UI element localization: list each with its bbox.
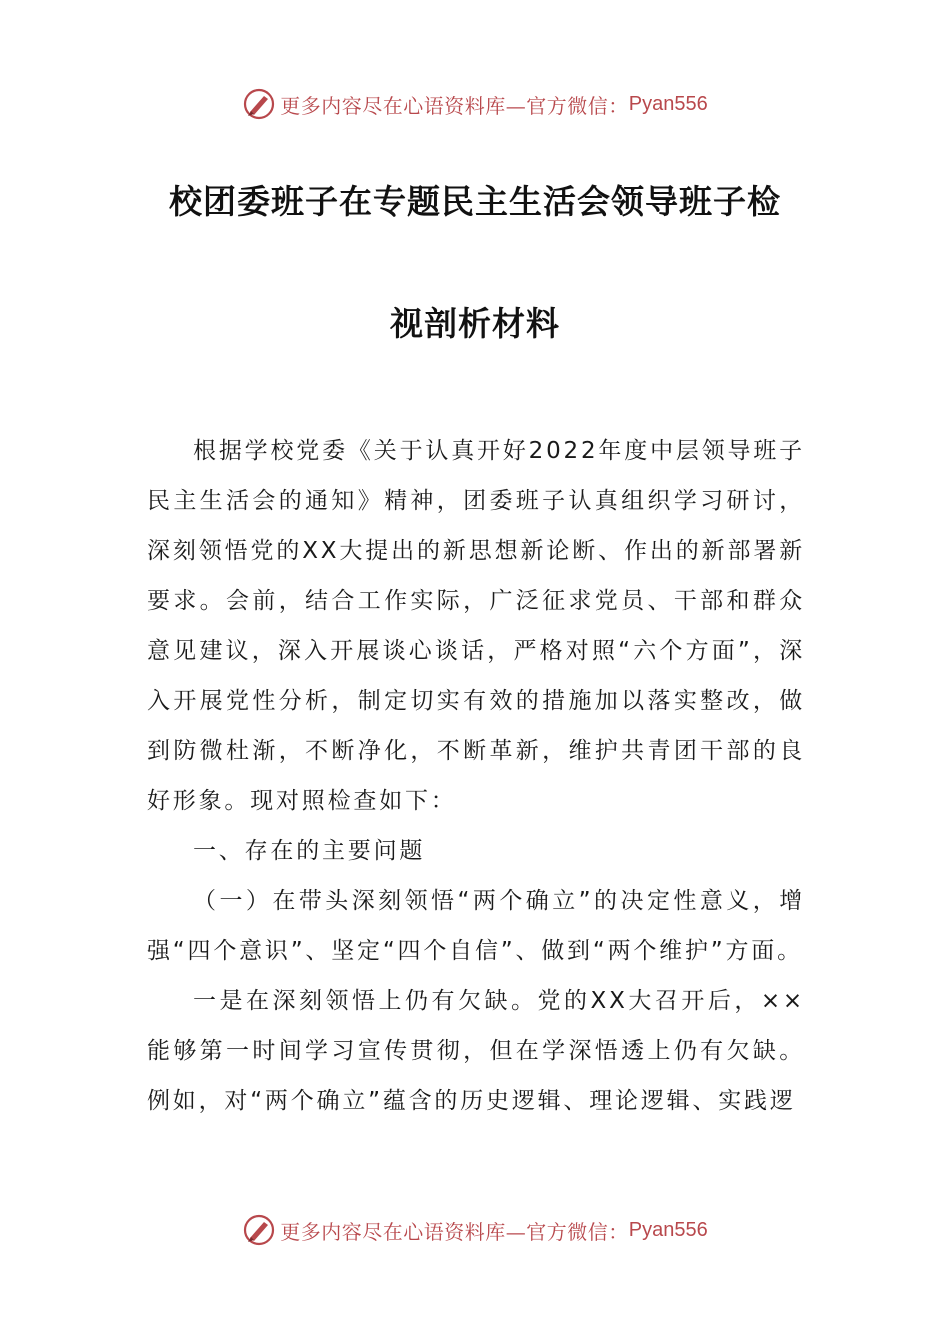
watermark-text: 更多内容尽在心语资料库—官方微信： <box>280 93 629 118</box>
paragraph-point-one: 一是在深刻领悟上仍有欠缺。党的XX大召开后，××能够第一时间学习宣传贯彻，但在学深悟透上仍有欠缺。例如，对“两个确立”蕴含的历史逻辑、理论逻辑、实践逻 <box>147 988 805 1114</box>
document-body <box>147 426 805 1126</box>
subsection-heading: （一）在带头深刻领悟“两个确立”的决定性意义，增强“四个意识”、坚定“四个自信”、做到“两个维护”方面。 <box>147 888 805 964</box>
watermark-wechat-id: Pyan556 <box>628 92 708 115</box>
document-title-line-1: 校团委班子在专题民主生活会领导班子检 <box>169 182 781 221</box>
watermark-wechat-id: Pyan556 <box>628 1218 708 1241</box>
watermark-text: 更多内容尽在心语资料库—官方微信： <box>280 1219 629 1244</box>
pen-logo-icon <box>242 1213 276 1247</box>
paragraph-intro: 根据学校党委《关于认真开好2022年度中层领导班子民主生活会的通知》精神，团委班子认真组织学习研讨，深刻领悟党的XX大提出的新思想新论断、作出的新部署新要求。会前，结合工作实际，广泛征求党员、干部和群众意见建议，深入开展谈心谈话，严格对照“六个方面”，深入开展党性分析，制定切实有效的措施加以落实整改，做到防微杜渐，不断净化，不断革新，维护共青团干部的良好形象。现对照检查如下： <box>147 438 805 814</box>
header-watermark <box>0 84 950 124</box>
pen-logo-icon <box>242 87 276 121</box>
document-title-line-2: 视剖析材料 <box>390 304 560 343</box>
footer-watermark <box>0 1210 950 1250</box>
section-heading: 一、存在的主要问题 <box>193 838 426 864</box>
